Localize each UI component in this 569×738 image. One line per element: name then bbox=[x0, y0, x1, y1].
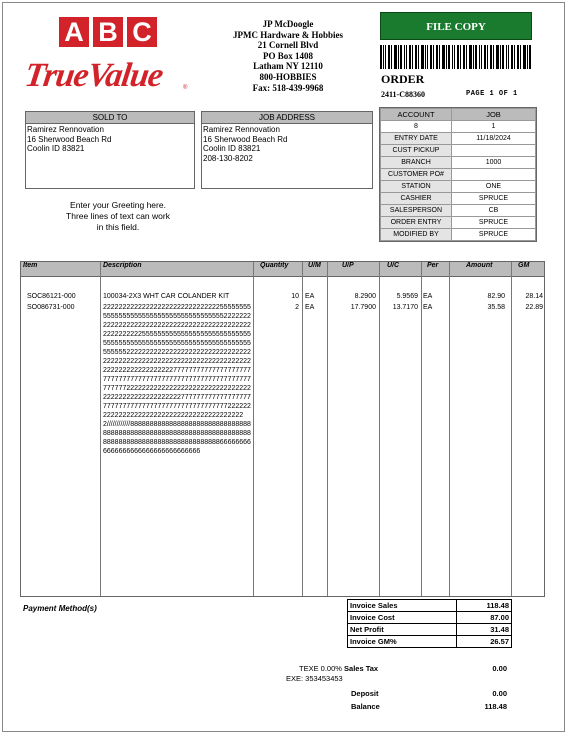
balance-value: 118.48 bbox=[484, 702, 507, 711]
invoice-cost-value: 87.00 bbox=[457, 612, 512, 624]
modified-by-label: MODIFIED BY bbox=[381, 229, 452, 241]
barcode-icon bbox=[380, 45, 532, 69]
store-phone: 800-HOBBIES bbox=[259, 71, 317, 82]
net-profit-label: Net Profit bbox=[348, 624, 457, 636]
column-divider bbox=[511, 262, 512, 596]
col-um: U/M bbox=[308, 262, 321, 269]
line-items-table bbox=[20, 261, 545, 597]
col-quantity: Quantity bbox=[260, 262, 289, 269]
item-um: EA bbox=[305, 293, 315, 300]
totals-box bbox=[347, 599, 512, 648]
sales-tax-value: 0.00 bbox=[492, 664, 507, 673]
item-code: SOC86121-000 bbox=[27, 293, 76, 300]
store-name: JPMC Hardware & Hobbies bbox=[232, 29, 344, 40]
store-city: Latham NY 12110 bbox=[253, 61, 323, 72]
item-description: 100034-2X3 WHT CAR COLANDER KIT bbox=[103, 293, 230, 300]
job-address-line: 208-130-8202 bbox=[203, 153, 253, 163]
entry-date-label: ENTRY DATE bbox=[381, 133, 452, 145]
column-divider bbox=[253, 262, 254, 596]
item-unit-cost: 13.7170 bbox=[392, 304, 418, 311]
sold-to-box bbox=[25, 111, 195, 189]
item-quantity: 2 bbox=[295, 304, 299, 311]
entry-date-value: 11/18/2024 bbox=[452, 133, 536, 145]
greeting-line: Enter your Greeting here. bbox=[70, 200, 166, 210]
item-code: SO086731-000 bbox=[27, 304, 75, 311]
salesperson-value: CB bbox=[452, 205, 536, 217]
logo-letter: C bbox=[127, 17, 157, 47]
file-copy-banner: FILE COPY bbox=[380, 12, 532, 40]
column-divider bbox=[302, 262, 303, 596]
station-value: ONE bbox=[452, 181, 536, 193]
store-owner: JP McDoogle bbox=[262, 19, 314, 29]
item-long-description: 2222222222222222222222222222225555555555555555555555555555555555555552222222222222222222222222222222222222222222222222222222555555555555555555555555555555555555555555555555555555555555555555555555222222222222222222222222222222222222222222222222222222222222222222222222222222222222222277777777777777777777777777777777777777777777777777777777777777772222222222222222222222222222222222222222222222222222777777777777777777777777777777777777777777777777772222222222222222222222222222222222222222222////////////888888888888888888888888888888888888888888888888888888888888888888888888888888888888888888888888888666666666666666666666666666666666 bbox=[103, 304, 251, 455]
payment-method-label: Payment Method(s) bbox=[23, 604, 97, 613]
store-info bbox=[213, 19, 363, 93]
customer-po-label: CUSTOMER PO# bbox=[381, 169, 452, 181]
job-address-line: 16 Sherwood Beach Rd bbox=[203, 134, 288, 144]
order-title: ORDER bbox=[381, 72, 425, 86]
cust-pickup-label: CUST PICKUP bbox=[381, 145, 452, 157]
store-fax: Fax: 518-439-9968 bbox=[252, 82, 324, 93]
job-address-header: JOB ADDRESS bbox=[202, 112, 372, 124]
item-amount: 82.90 bbox=[487, 293, 505, 300]
cust-pickup-value bbox=[452, 145, 536, 157]
store-address: 21 Cornell Blvd bbox=[257, 40, 319, 51]
job-address-box bbox=[201, 111, 373, 189]
modified-by-value: SPRUCE bbox=[452, 229, 536, 241]
column-divider bbox=[379, 262, 380, 596]
sales-tax-label bbox=[299, 664, 378, 673]
account-value: 8 bbox=[381, 121, 452, 133]
greeting-line: Three lines of text can work bbox=[66, 211, 170, 221]
column-divider bbox=[327, 262, 328, 596]
sold-to-line: 16 Sherwood Beach Rd bbox=[27, 134, 112, 144]
order-entry-label: ORDER ENTRY bbox=[381, 217, 452, 229]
abc-logo bbox=[59, 17, 157, 47]
order-entry-value: SPRUCE bbox=[452, 217, 536, 229]
branch-label: BRANCH bbox=[381, 157, 452, 169]
invoice-page bbox=[2, 2, 565, 732]
customer-po-value bbox=[452, 169, 536, 181]
item-um: EA bbox=[305, 304, 315, 311]
item-unit-price: 17.7900 bbox=[350, 304, 376, 311]
invoice-sales-value: 118.48 bbox=[457, 600, 512, 612]
store-po-box: PO Box 1408 bbox=[262, 50, 313, 61]
deposit-label: Deposit bbox=[351, 689, 379, 698]
item-per: EA bbox=[423, 304, 433, 311]
col-amount: Amount bbox=[466, 262, 493, 269]
greeting-line: in this field. bbox=[96, 222, 140, 232]
sold-to-line: Coolin ID 83821 bbox=[27, 144, 85, 154]
invoice-sales-label: Invoice Sales bbox=[348, 600, 457, 612]
registered-mark: ® bbox=[183, 85, 188, 91]
tax-code: TEXE 0.00% bbox=[299, 664, 342, 673]
sales-tax-text: Sales Tax bbox=[344, 664, 379, 673]
job-address-line: Ramirez Rennovation bbox=[203, 125, 280, 134]
cashier-label: CASHIER bbox=[381, 193, 452, 205]
net-profit-value: 31.48 bbox=[457, 624, 512, 636]
col-up: U/P bbox=[342, 262, 354, 269]
item-per: EA bbox=[423, 293, 433, 300]
invoice-gm-value: 26.57 bbox=[457, 636, 512, 648]
item-unit-cost: 5.9569 bbox=[396, 293, 418, 300]
true-value-logo: TrueValue bbox=[22, 57, 165, 94]
branch-value: 1000 bbox=[452, 157, 536, 169]
col-description: Description bbox=[103, 262, 142, 269]
job-address-line: Coolin ID 83821 bbox=[203, 144, 261, 154]
sold-to-line: Ramirez Rennovation bbox=[27, 125, 104, 134]
col-per: Per bbox=[427, 262, 439, 269]
job-header: JOB bbox=[452, 109, 536, 121]
account-info-grid bbox=[379, 107, 537, 242]
col-gm: GM bbox=[518, 262, 530, 269]
column-divider bbox=[449, 262, 450, 596]
item-unit-price: 8.2900 bbox=[354, 293, 376, 300]
invoice-gm-label: Invoice GM% bbox=[348, 636, 457, 648]
col-item: Item bbox=[23, 262, 38, 269]
column-divider bbox=[100, 262, 101, 596]
deposit-value: 0.00 bbox=[492, 689, 507, 698]
tax-exempt-number: EXE: 353453453 bbox=[286, 674, 343, 683]
salesperson-label: SALESPERSON bbox=[381, 205, 452, 217]
job-value: 1 bbox=[452, 121, 536, 133]
item-quantity: 10 bbox=[291, 293, 299, 300]
station-label: STATION bbox=[381, 181, 452, 193]
column-divider bbox=[421, 262, 422, 596]
account-header: ACCOUNT bbox=[381, 109, 452, 121]
item-gm: 28.14 bbox=[525, 293, 543, 300]
page-indicator: PAGE 1 OF 1 bbox=[466, 90, 518, 98]
col-uc: U/C bbox=[387, 262, 400, 269]
balance-label: Balance bbox=[351, 702, 380, 711]
sold-to-header: SOLD TO bbox=[26, 112, 194, 124]
item-amount: 35.58 bbox=[487, 304, 505, 311]
invoice-cost-label: Invoice Cost bbox=[348, 612, 457, 624]
logo-letter: A bbox=[59, 17, 89, 47]
greeting-text bbox=[43, 200, 193, 233]
item-gm: 22.89 bbox=[525, 304, 543, 311]
cashier-value: SPRUCE bbox=[452, 193, 536, 205]
order-number: 2411-C88360 bbox=[381, 90, 425, 99]
logo-letter: B bbox=[93, 17, 123, 47]
